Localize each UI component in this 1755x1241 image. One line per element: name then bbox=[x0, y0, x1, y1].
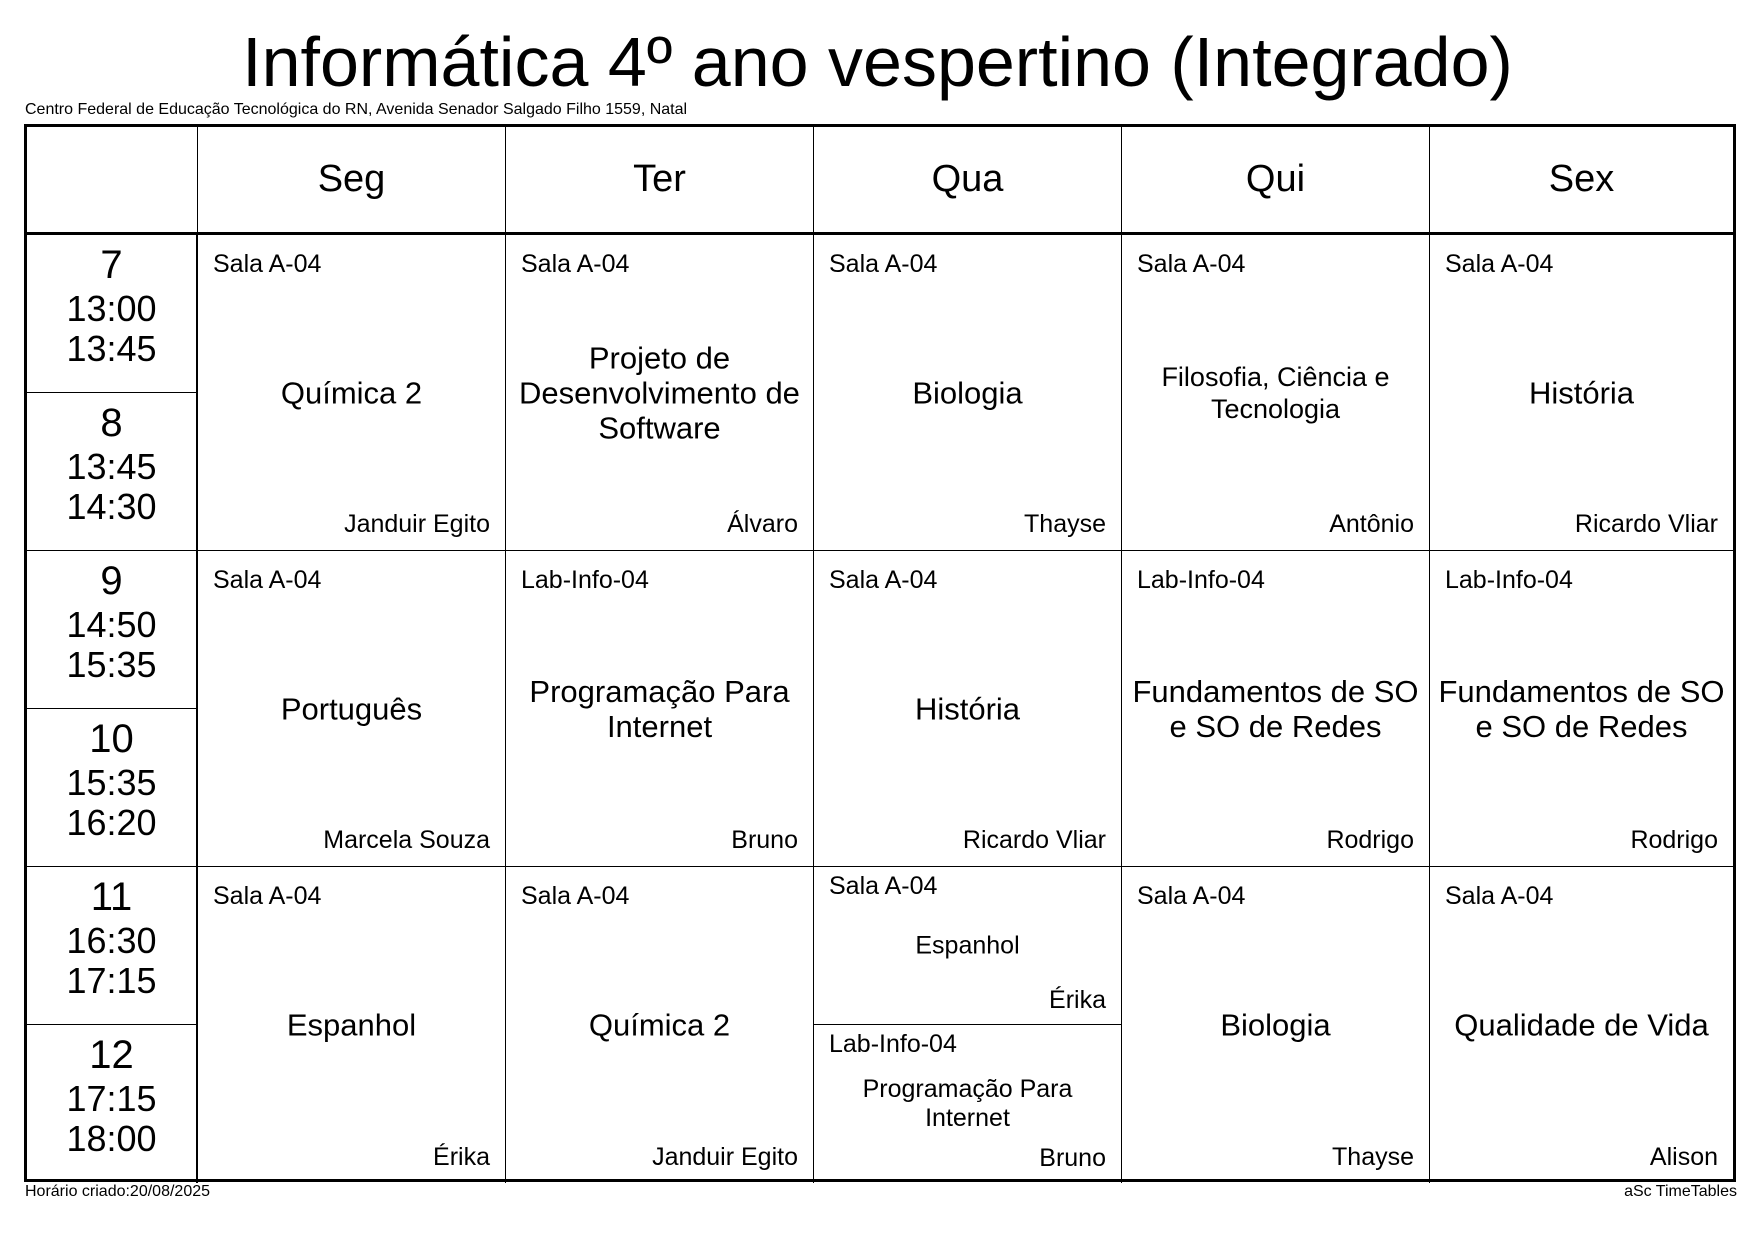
subject-label: Fundamentos de SO e SO de Redes bbox=[1438, 673, 1725, 744]
teacher-label: Rodrigo bbox=[1326, 826, 1414, 854]
subject-label: Filosofia, Ciência e Tecnologia bbox=[1161, 361, 1390, 424]
period-number: 7 bbox=[100, 243, 123, 287]
period-start: 16:30 bbox=[66, 920, 157, 961]
room-label: Sala A-04 bbox=[829, 872, 938, 900]
day-header-qua: Qua bbox=[814, 127, 1122, 235]
teacher-label: Ricardo Vliar bbox=[962, 826, 1106, 854]
room-label: Lab-Info-04 bbox=[829, 1030, 957, 1058]
lesson-cell bbox=[1430, 235, 1733, 551]
room-label: Sala A-04 bbox=[1445, 882, 1554, 910]
corner-cell bbox=[27, 127, 198, 235]
teacher-label: Antônio bbox=[1329, 510, 1414, 538]
period-11 bbox=[27, 867, 198, 1025]
period-start: 15:35 bbox=[66, 762, 157, 803]
period-start: 13:45 bbox=[66, 446, 157, 487]
teacher-label: Rodrigo bbox=[1630, 826, 1718, 854]
lesson-cell bbox=[1122, 867, 1430, 1183]
lesson-cell bbox=[814, 551, 1122, 867]
split-lesson-cell bbox=[814, 867, 1122, 1183]
day-header-seg: Seg bbox=[198, 127, 506, 235]
subject-label: Química 2 bbox=[280, 375, 423, 410]
room-label: Lab-Info-04 bbox=[1137, 566, 1265, 594]
lesson-cell bbox=[1430, 867, 1733, 1183]
subject-label: Fundamentos de SO e SO de Redes bbox=[1132, 673, 1419, 744]
teacher-label: Álvaro bbox=[727, 510, 798, 538]
subject-label: Química 2 bbox=[588, 1007, 731, 1043]
period-start: 17:15 bbox=[66, 1078, 157, 1119]
lesson-cell bbox=[1122, 551, 1430, 867]
lesson-half bbox=[814, 1025, 1121, 1182]
subject-label: Biologia bbox=[1220, 1007, 1331, 1043]
lesson-cell bbox=[506, 867, 814, 1183]
lesson-cell bbox=[506, 551, 814, 867]
lesson-cell bbox=[198, 235, 506, 551]
period-8 bbox=[27, 393, 198, 551]
teacher-label: Janduir Egito bbox=[344, 510, 490, 538]
school-address: Centro Federal de Educação Tecnológica do RN, Avenida Senador Salgado Filho 1559, Natal bbox=[25, 101, 688, 118]
period-9 bbox=[27, 551, 198, 709]
room-label: Sala A-04 bbox=[829, 566, 938, 594]
period-end: 14:30 bbox=[66, 486, 157, 527]
lesson-cell bbox=[198, 867, 506, 1183]
subject-label: Espanhol bbox=[286, 1007, 417, 1043]
period-start: 13:00 bbox=[66, 288, 157, 329]
period-end: 18:00 bbox=[66, 1118, 157, 1159]
period-number: 10 bbox=[89, 717, 134, 761]
room-label: Sala A-04 bbox=[213, 882, 322, 910]
created-date: Horário criado:20/08/2025 bbox=[25, 1183, 211, 1200]
room-label: Sala A-04 bbox=[1137, 250, 1246, 278]
subject-label: História bbox=[914, 691, 1021, 726]
period-7 bbox=[27, 235, 198, 393]
teacher-label: Marcela Souza bbox=[323, 826, 490, 854]
lesson-cell bbox=[198, 551, 506, 867]
room-label: Sala A-04 bbox=[521, 882, 630, 910]
subject-label: História bbox=[1528, 375, 1635, 410]
subject-label: Biologia bbox=[912, 375, 1023, 410]
room-label: Lab-Info-04 bbox=[521, 566, 649, 594]
software-credit: aSc TimeTables bbox=[1624, 1183, 1737, 1200]
period-end: 16:20 bbox=[66, 802, 157, 843]
teacher-label: Ricardo Vliar bbox=[1574, 510, 1718, 538]
room-label: Sala A-04 bbox=[1445, 250, 1554, 278]
teacher-label: Thayse bbox=[1024, 510, 1106, 538]
subject-label: Projeto de Desenvolvimento de Software bbox=[519, 340, 800, 445]
timetable-grid bbox=[24, 124, 1736, 1182]
period-end: 17:15 bbox=[66, 960, 157, 1001]
teacher-label: Érika bbox=[1049, 986, 1106, 1014]
day-header-qui: Qui bbox=[1122, 127, 1430, 235]
subject-label: Programação Para Internet bbox=[862, 1074, 1073, 1132]
period-10 bbox=[27, 709, 198, 867]
day-header-sex: Sex bbox=[1430, 127, 1733, 235]
room-label: Sala A-04 bbox=[213, 566, 322, 594]
room-label: Sala A-04 bbox=[1137, 882, 1246, 910]
subject-label: Qualidade de Vida bbox=[1454, 1007, 1709, 1043]
teacher-label: Janduir Egito bbox=[652, 1143, 798, 1171]
teacher-label: Bruno bbox=[731, 826, 798, 854]
lesson-half bbox=[814, 867, 1121, 1025]
teacher-label: Bruno bbox=[1039, 1144, 1106, 1172]
room-label: Sala A-04 bbox=[829, 250, 938, 278]
period-number: 9 bbox=[100, 559, 123, 603]
teacher-label: Alison bbox=[1649, 1143, 1718, 1171]
room-label: Sala A-04 bbox=[521, 250, 630, 278]
lesson-cell bbox=[1430, 551, 1733, 867]
period-start: 14:50 bbox=[66, 604, 157, 645]
period-number: 11 bbox=[90, 875, 133, 919]
period-12 bbox=[27, 1025, 198, 1183]
period-number: 8 bbox=[100, 401, 123, 445]
room-label: Lab-Info-04 bbox=[1445, 566, 1573, 594]
lesson-cell bbox=[506, 235, 814, 551]
lesson-cell bbox=[814, 235, 1122, 551]
room-label: Sala A-04 bbox=[213, 250, 322, 278]
page-title: Informática 4º ano vespertino (Integrado) bbox=[242, 23, 1513, 101]
teacher-label: Thayse bbox=[1332, 1143, 1414, 1171]
subject-label: Português bbox=[280, 691, 423, 726]
subject-label: Programação Para Internet bbox=[529, 673, 790, 744]
period-end: 13:45 bbox=[66, 328, 157, 369]
day-header-ter: Ter bbox=[506, 127, 814, 235]
teacher-label: Érika bbox=[433, 1143, 490, 1171]
period-number: 12 bbox=[89, 1033, 134, 1077]
lesson-cell bbox=[1122, 235, 1430, 551]
period-end: 15:35 bbox=[66, 644, 157, 685]
subject-label: Espanhol bbox=[915, 931, 1020, 959]
